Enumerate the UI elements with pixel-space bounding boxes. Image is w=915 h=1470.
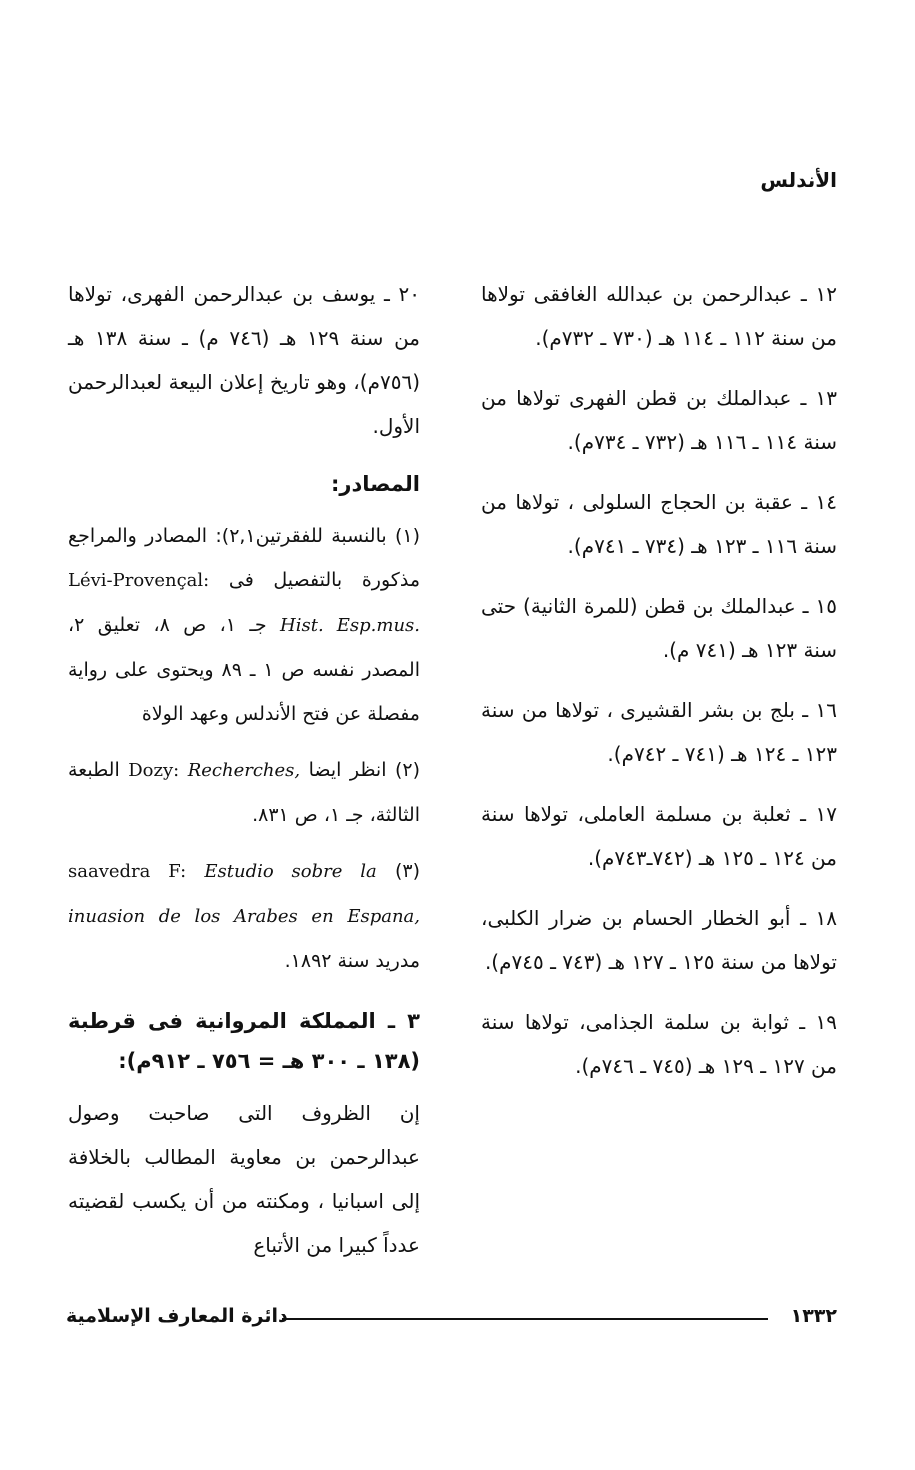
ref3-work: Estudio sobre la inuasion de los Arabes en Espana, — [68, 861, 420, 927]
running-header: الأندلس — [760, 168, 837, 192]
ref2-work: Recherches, — [187, 760, 301, 781]
ref1-text-b: جـ ١، ص ٨، تعليق ٢، المصدر نفسه ص ١ ـ ٨٩ ويحتوى على رواية مفصلة عن فتح الأندلس وعهد الولاة — [68, 614, 420, 725]
right-column — [481, 272, 837, 1104]
ref3-text-a: (٣) — [394, 860, 421, 882]
ref2-author: Dozy: — [128, 760, 180, 781]
sources-heading: المصادر: — [330, 472, 420, 496]
source-reference-3 — [68, 849, 420, 983]
source-reference-1 — [68, 514, 420, 736]
publication-title: دائرة المعارف الإسلامية — [66, 1305, 288, 1327]
governor-entry-18: ١٨ ـ أبو الخطار الحسام بن ضرار الكلبى، تولاها من سنة ١٢٥ ـ ١٢٧ هـ (٧٤٣ ـ ٧٤٥م). — [481, 906, 837, 974]
footer-divider — [282, 1318, 768, 1320]
ref3-author: saavedra F: — [68, 861, 187, 882]
ref3-text-b: مدريد سنة ١٨٩٢. — [284, 950, 420, 972]
page-number: ١٣٣٢ — [790, 1305, 837, 1327]
governor-entry-15: ١٥ ـ عبدالملك بن قطن (للمرة الثانية) حتى سنة ١٢٣ هـ (٧٤١ م). — [481, 594, 837, 662]
ref1-author: Lévi-Provençal: — [68, 570, 210, 591]
governor-entry-19: ١٩ ـ ثوابة بن سلمة الجذامى، تولاها سنة من ١٢٧ ـ ١٢٩ هـ (٧٤٥ ـ ٧٤٦م). — [481, 1010, 837, 1078]
left-column — [68, 272, 420, 1283]
section-3-heading: ٣ ـ المملكة المروانية فى قرطبة (١٣٨ ـ ٣٠٠ هـ = ٧٥٦ ـ ٩١٢م): — [68, 1009, 420, 1073]
ref1-work: Hist. Esp.mus. — [280, 615, 420, 636]
governor-entry-20: ٢٠ ـ يوسف بن عبدالرحمن الفهرى، تولاها من سنة ١٢٩ هـ (٧٤٦ م) ـ سنة ١٣٨ هـ (٧٥٦م)، وهو تاريخ إعلان البيعة لعبدالرحمن الأول. — [68, 282, 421, 438]
section-3-text: إن الظروف التى صاحبت وصول عبدالرحمن بن معاوية المطالب بالخلافة إلى اسبانيا ، ومكنته من أن يكسب لقضيته عدداً كبيرا من الأتباع — [68, 1101, 420, 1257]
ref2-text-a: (٢) انظر ايضا — [308, 759, 421, 781]
ref2-text-b: الطبعة الثالثة، جـ ١، ص ٨٣١. — [68, 759, 420, 826]
governor-entry-13: ١٣ ـ عبدالملك بن قطن الفهرى تولاها من سنة ١١٤ ـ ١١٦ هـ (٧٣٢ ـ ٧٣٤م). — [481, 386, 837, 454]
governor-entry-16: ١٦ ـ بلج بن بشر القشيرى ، تولاها من سنة ١٢٣ ـ ١٢٤ هـ (٧٤١ ـ ٧٤٢م). — [481, 698, 837, 766]
governor-entry-14: ١٤ ـ عقبة بن الحجاج السلولى ، تولاها من سنة ١١٦ ـ ١٢٣ هـ (٧٣٤ ـ ٧٤١م). — [481, 490, 837, 558]
source-reference-2 — [68, 748, 420, 837]
governor-entry-17: ١٧ ـ ثعلبة بن مسلمة العاملى، تولاها سنة من ١٢٤ ـ ١٢٥ هـ (٧٤٢ـ٧٤٣م). — [481, 802, 837, 870]
ref1-text-a: (١) بالنسبة للفقرتين٢,١): المصادر والمراجع مذكورة بالتفصيل فى — [68, 525, 420, 591]
governor-entry-12: ١٢ ـ عبدالرحمن بن عبدالله الغافقى تولاها من سنة ١١٢ ـ ١١٤ هـ (٧٣٠ ـ ٧٣٢م). — [481, 282, 837, 350]
